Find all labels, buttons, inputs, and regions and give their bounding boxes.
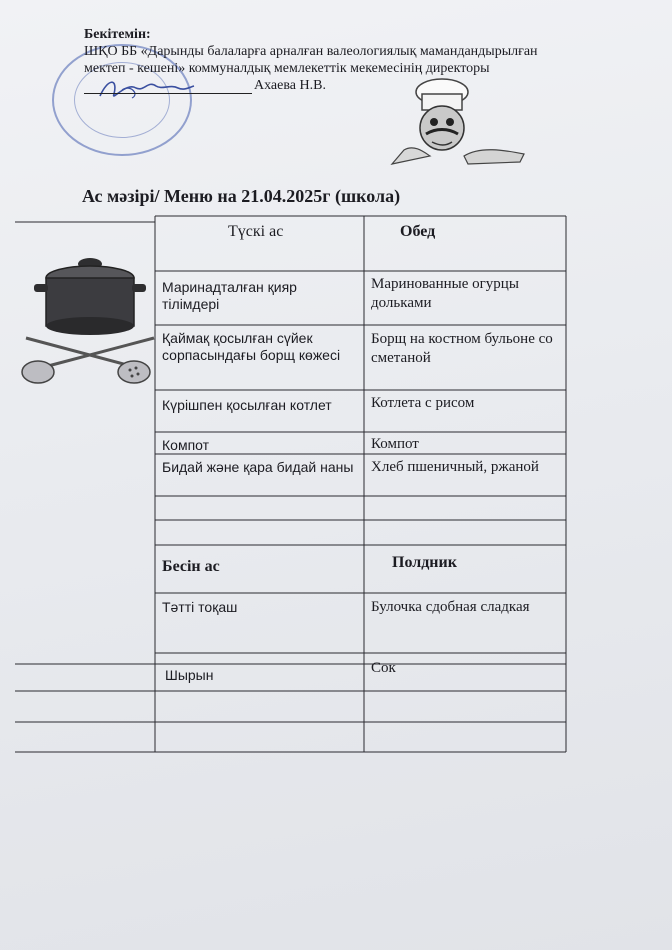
snack-item-ru: Булочка сдобная сладкая <box>371 599 530 615</box>
lunch-header-ru: Обед <box>400 223 436 240</box>
director-name: Ахаева Н.В. <box>254 78 326 93</box>
snack-item-ru: Сок <box>371 660 396 676</box>
lunch-item-kz: Бидай және қара бидай наны <box>162 459 354 475</box>
lunch-item-ru: Компот <box>371 436 419 452</box>
snack-item-kz: Шырын <box>165 667 214 683</box>
lunch-item-kz: Компот <box>162 437 210 453</box>
lunch-item-kz: Қаймақ қосылған сүйек сорпасындағы борщ көжесі <box>162 330 341 363</box>
lunch-item-ru: Борщ на костном бульоне со сметаной <box>371 331 553 366</box>
lunch-item-ru: Котлета с рисом <box>371 395 475 411</box>
lunch-item-kz: Күрішпен қосылған котлет <box>162 397 332 413</box>
snack-header-kz: Бесін ас <box>162 558 220 575</box>
lunch-item-ru: Хлеб пшеничный, ржаной <box>371 459 539 475</box>
lunch-header-kz: Түскі ас <box>228 223 284 240</box>
snack-item-kz: Тәтті тоқаш <box>162 599 238 615</box>
school-name-line-2: мектеп - кешені» коммуналдық мемлекеттік мекемесінің директоры <box>84 61 490 76</box>
lunch-item-ru: Маринованные огурцы дольками <box>371 276 519 311</box>
school-name-line-1: ШҚО ББ «Дарынды балаларға арналған валеологиялық мамандандырылған <box>84 44 538 59</box>
lunch-item-kz: Маринадталған қияр тілімдері <box>162 279 297 312</box>
approval-heading: Бекітемін: <box>84 27 151 42</box>
snack-header-ru: Полдник <box>392 554 457 571</box>
menu-title: Ас мәзірі/ Меню на 21.04.2025г (школа) <box>82 186 401 206</box>
